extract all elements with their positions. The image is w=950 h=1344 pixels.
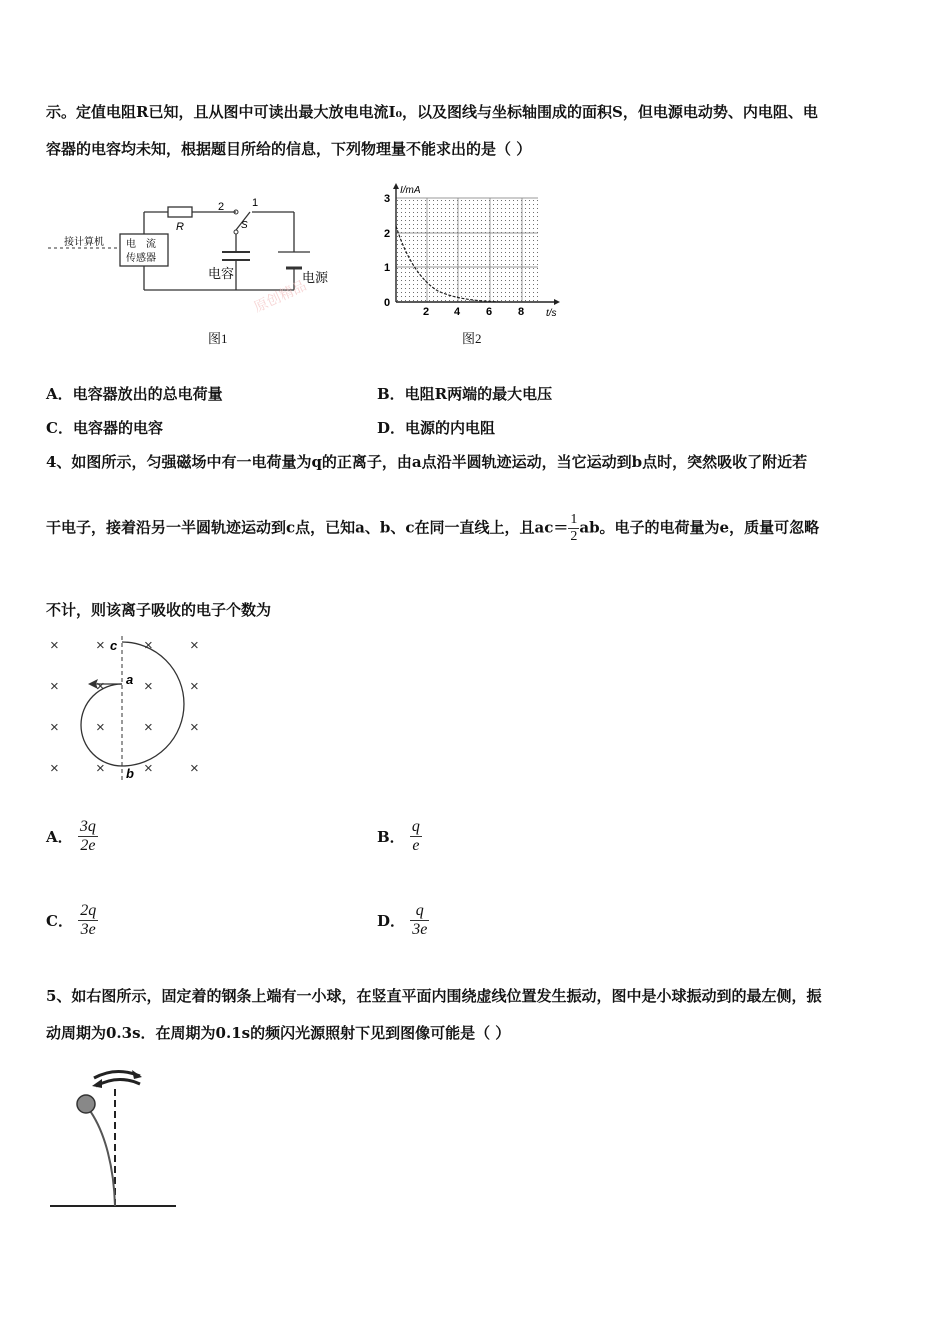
switch-position-2: 2: [218, 201, 225, 213]
q3-option-a[interactable]: A．电容器放出的总电荷量: [46, 385, 223, 403]
svg-text:×: ×: [190, 637, 199, 654]
sensor-label-1: 电 流: [126, 239, 156, 250]
y-tick-0: 0: [384, 297, 391, 309]
current-time-graph: [376, 183, 566, 323]
q3-option-d[interactable]: D．电源的内电阻: [377, 419, 496, 437]
vibrating-strip-figure: [44, 1060, 194, 1210]
x-tick-4: 4: [454, 306, 461, 318]
y-tick-3: 3: [384, 193, 391, 205]
y-tick-1: 1: [384, 262, 391, 274]
q4-fraction-half: $\frac{1}{2}$: [570, 512, 578, 544]
point-b-label: b: [126, 766, 134, 781]
large-semicircle-path: [122, 642, 184, 766]
q4-option-b-fraction: $\frac{q}{e}$: [411, 818, 420, 854]
power-label: 电源: [302, 270, 329, 285]
point-c-label: c: [110, 638, 118, 653]
switch-position-1: 1: [252, 197, 259, 209]
svg-text:×: ×: [144, 719, 153, 736]
q4-option-a[interactable]: A． $\frac{3q}{2e}$: [46, 818, 96, 854]
q4-text-line2-part2: ab。电子的电荷量为e，质量可忽略: [579, 518, 820, 537]
resistor-symbol: [168, 207, 192, 217]
x-tick-2: 2: [423, 306, 430, 318]
svg-text:×: ×: [144, 760, 153, 777]
q3-text-line1: 示。定值电阻R已知，且从图中可读出最大放电电流I₀，以及图线与坐标轴围成的面积S，但电源电动势、内电阻、电: [46, 103, 818, 121]
computer-label: 接计算机: [64, 237, 104, 248]
arrow-left-icon: [92, 1079, 102, 1088]
svg-text:×: ×: [144, 678, 153, 695]
steel-strip: [88, 1108, 115, 1206]
q5-text-line1: 5、如右图所示，固定着的钢条上端有一小球，在竖直平面内围绕虚线位置发生振动，图中是小球振动到的最左侧，振: [46, 987, 822, 1005]
q5-text-line2: 动周期为0.3s．在周期为0.1s的频闪光源照射下见到图像可能是（ ）: [46, 1024, 511, 1042]
q4-text-line2-part1: 干电子，接着沿另一半圆轨迹运动到c点，已知a、b、c在同一直线上，且ac＝: [46, 518, 569, 537]
y-axis-label: I/mA: [400, 185, 421, 196]
svg-text:×: ×: [190, 760, 199, 777]
capacitor-label: 电容: [208, 266, 235, 281]
svg-text:×: ×: [144, 637, 153, 654]
svg-text:×: ×: [50, 678, 59, 695]
point-a-label: a: [126, 672, 134, 687]
q3-option-b[interactable]: B．电阻R两端的最大电压: [377, 385, 553, 403]
q4-option-d[interactable]: D． $\frac{q}{3e}$: [377, 902, 428, 938]
magnetic-field-figure: [40, 632, 230, 782]
sensor-label-2: 传感器: [126, 253, 156, 264]
q4-option-c-fraction: $\frac{2q}{3e}$: [80, 902, 97, 938]
arrow-right-icon: [132, 1070, 142, 1079]
switch-label: S: [241, 220, 248, 231]
q4-text-line3: 不计，则该离子吸收的电子个数为: [46, 601, 272, 619]
q4-option-c[interactable]: C． $\frac{2q}{3e}$: [46, 902, 97, 938]
resistor-label: R: [176, 221, 184, 233]
ball: [77, 1095, 95, 1113]
q4-option-d-fraction: $\frac{q}{3e}$: [412, 902, 428, 938]
q3-text-line2: 容器的电容均未知，根据题目所给的信息，下列物理量不能求出的是（ ）: [46, 140, 532, 158]
watermark-stamp: 原创精品: [251, 277, 310, 316]
svg-text:×: ×: [50, 719, 59, 736]
q4-option-b[interactable]: B． $\frac{q}{e}$: [377, 818, 420, 854]
svg-text:×: ×: [50, 760, 59, 777]
svg-text:×: ×: [190, 719, 199, 736]
svg-text:×: ×: [96, 760, 105, 777]
svg-text:×: ×: [190, 678, 199, 695]
x-tick-8: 8: [518, 306, 525, 318]
svg-text:×: ×: [50, 637, 59, 654]
svg-text:×: ×: [96, 719, 105, 736]
q4-text-line1: 4、如图所示，匀强磁场中有一电荷量为q的正离子，由a点沿半圆轨迹运动，当它运动到b点时，突然吸收了附近若: [46, 453, 808, 471]
q4-option-a-fraction: $\frac{3q}{2e}$: [79, 818, 96, 854]
q4-text-line2: [46, 512, 819, 545]
svg-text:×: ×: [96, 678, 105, 695]
y-tick-2: 2: [384, 228, 391, 240]
svg-text:×: ×: [96, 637, 105, 654]
field-crosses: [50, 637, 199, 777]
q3-option-c[interactable]: C．电容器的电容: [46, 419, 163, 437]
x-axis-label: t/s: [546, 308, 557, 319]
x-tick-6: 6: [486, 306, 493, 318]
figure-1-caption: 图1: [208, 331, 228, 346]
figure-2-caption: 图2: [462, 331, 482, 346]
circuit-figure-1: [40, 190, 340, 330]
